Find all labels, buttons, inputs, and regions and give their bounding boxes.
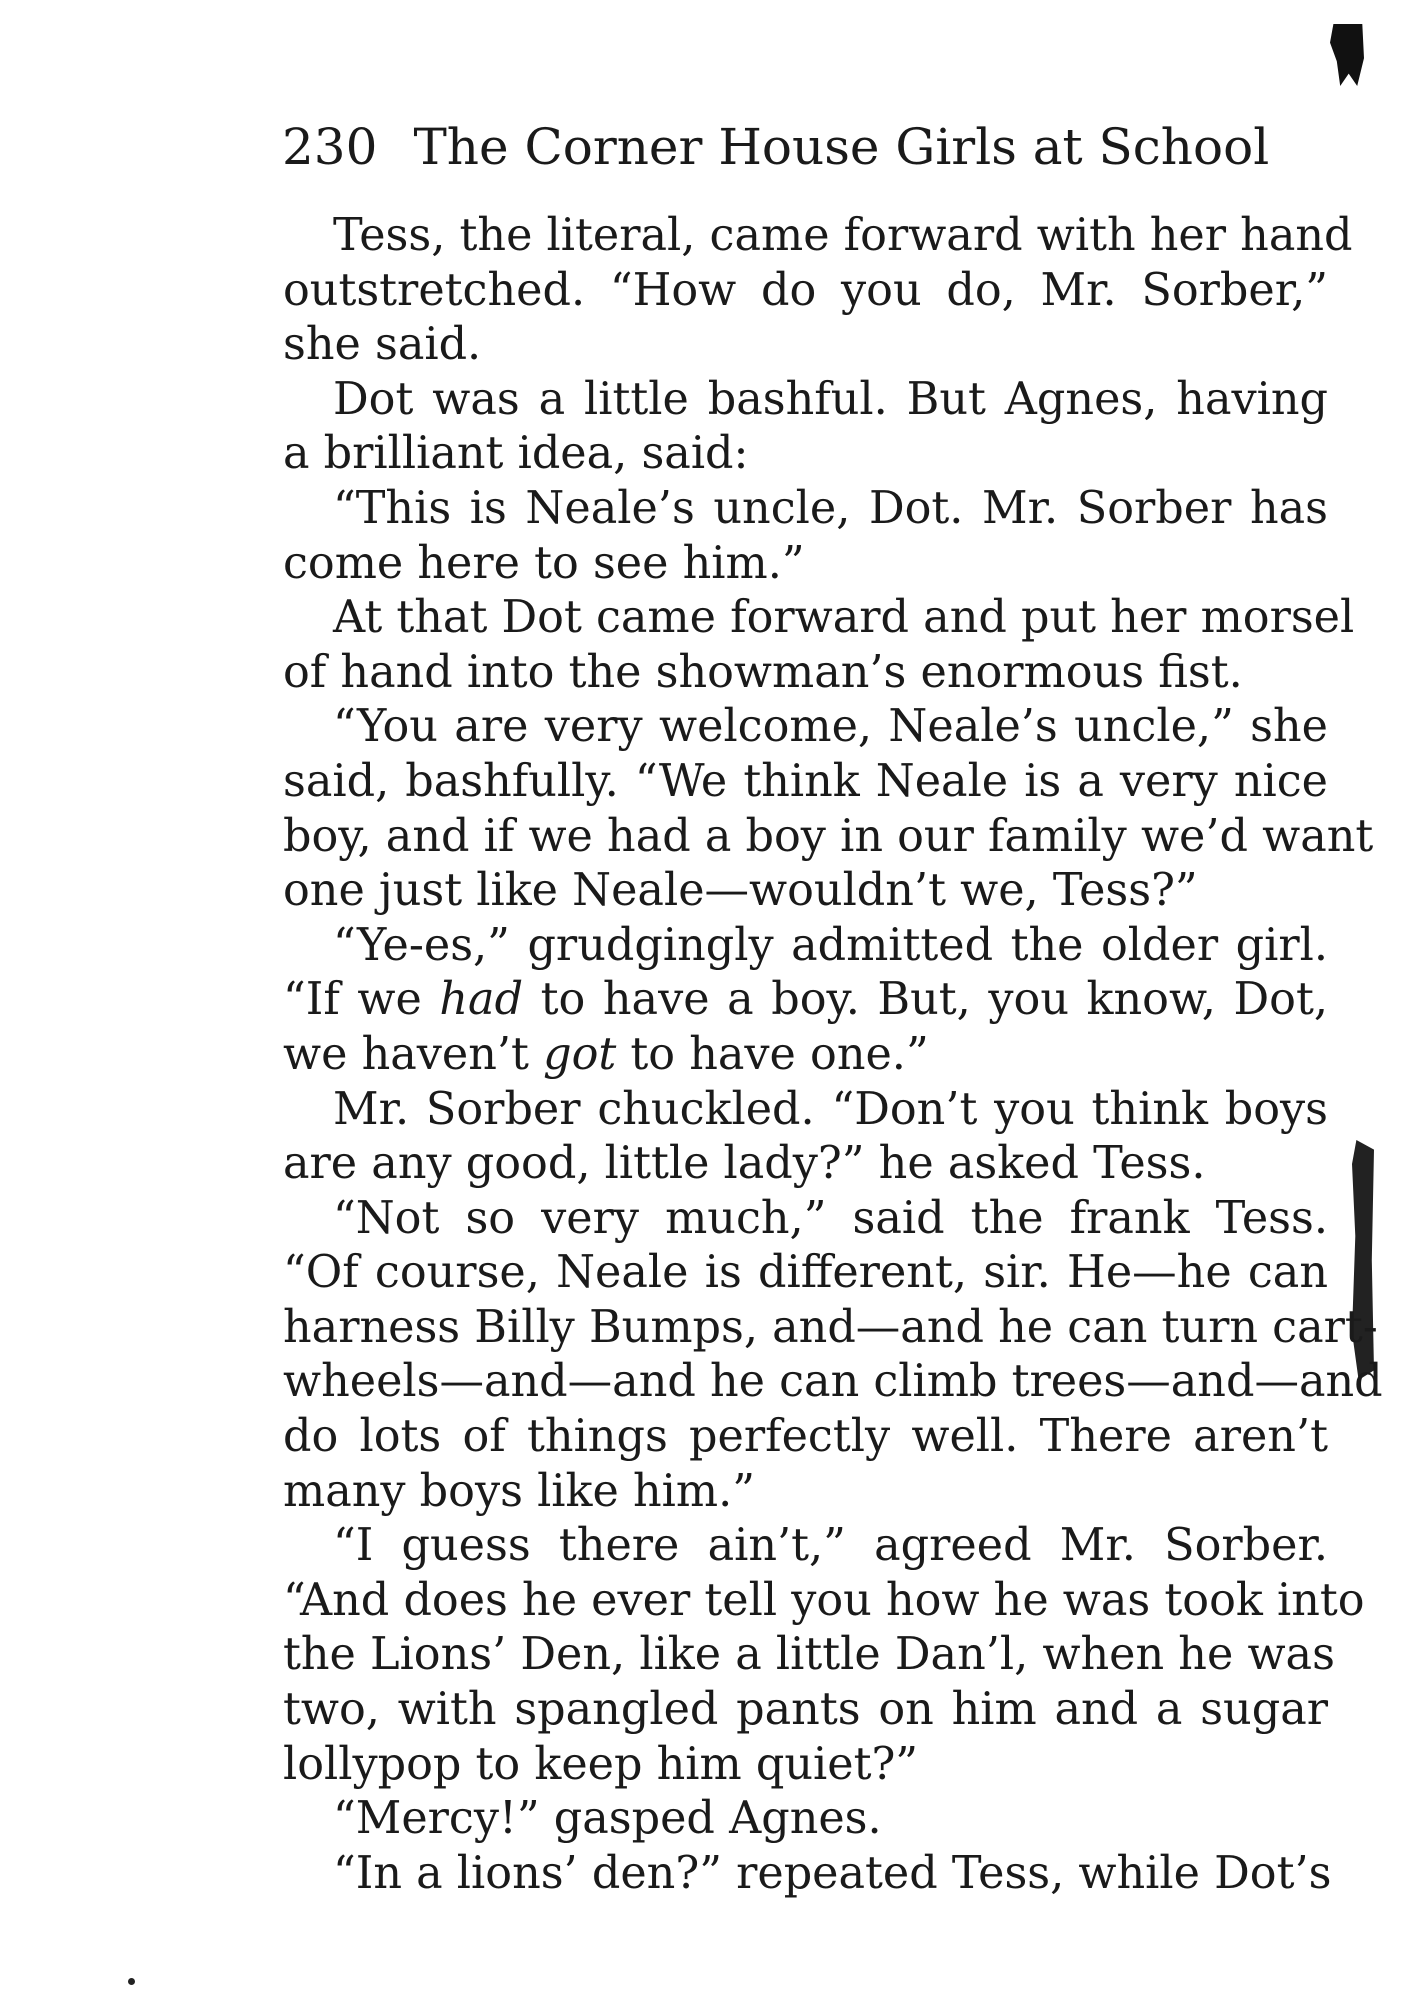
body-text	[283, 209, 1383, 1901]
text-run: “Not so very much,” said the frank Tess.	[333, 1192, 1328, 1244]
text-line	[283, 1028, 1328, 1083]
text-run: outstretched. “How do you do, Mr. Sorber,”	[283, 264, 1328, 316]
text-run: the Lions’ Den, like a little Dan’l, when he was	[283, 1629, 1335, 1681]
text-line	[283, 591, 1355, 646]
running-head	[282, 112, 1270, 182]
text-run: two, with spangled pants on him and a sugar	[283, 1684, 1328, 1736]
text-run: wheels—and—and he can climb trees—and—and	[283, 1356, 1383, 1408]
text-run: Tess, the literal, came forward with her hand	[333, 210, 1353, 261]
text-line	[283, 1519, 1328, 1574]
text-run: “Of course, Neale is different, sir. He—he can	[283, 1247, 1328, 1299]
text-run: Dot was a little bashful. But Agnes, having	[333, 373, 1328, 425]
text-line	[283, 1355, 1383, 1410]
text-line	[283, 1410, 1328, 1465]
text-run: are any good, little lady?” he asked Tess.	[283, 1138, 1206, 1190]
italic-word: had	[439, 974, 524, 1026]
text-run: lollypop to keep him quiet?”	[283, 1738, 919, 1790]
page-number: 230	[282, 118, 378, 176]
text-line	[283, 373, 1328, 428]
text-line	[283, 1574, 1365, 1629]
text-run: “And does he ever tell you how he was took into	[283, 1574, 1365, 1626]
text-line	[283, 482, 1328, 537]
text-run: a brilliant idea, said:	[283, 428, 749, 480]
text-run: she said.	[283, 319, 482, 371]
text-run: “I guess there ain’t,” agreed Mr. Sorber.	[333, 1520, 1328, 1572]
text-line	[283, 919, 1328, 974]
text-line	[283, 1246, 1328, 1301]
text-line	[283, 1792, 1328, 1847]
text-run: to have one.”	[616, 1028, 929, 1080]
text-run: many boys like him.”	[283, 1465, 755, 1517]
text-run: harness Billy Bumps, and—and he can turn cart-	[283, 1301, 1378, 1353]
text-line	[283, 1137, 1328, 1192]
text-line	[283, 1083, 1328, 1138]
text-line	[283, 427, 1328, 482]
text-run: “Mercy!” gasped Agnes.	[333, 1793, 882, 1845]
text-run: Mr. Sorber chuckled. “Don’t you think boys	[333, 1083, 1328, 1135]
text-run: “This is Neale’s uncle, Dot. Mr. Sorber has	[333, 482, 1328, 534]
text-line	[283, 264, 1328, 319]
text-run: “In a lions’ den?” repeated Tess, while Dot’s	[333, 1847, 1332, 1899]
text-run: “You are very welcome, Neale’s uncle,” she	[333, 701, 1328, 753]
text-line	[283, 810, 1374, 865]
text-line	[283, 1301, 1378, 1356]
text-line	[283, 700, 1328, 755]
text-line	[283, 1192, 1328, 1247]
text-line	[283, 1628, 1335, 1683]
text-run: of hand into the showman’s enormous fist.	[283, 646, 1243, 698]
text-run: “Ye-es,” grudgingly admitted the older girl.	[333, 919, 1328, 971]
text-line	[283, 537, 1328, 592]
text-line	[283, 1465, 1328, 1520]
text-run: we haven’t	[283, 1028, 544, 1080]
text-run: come here to see him.”	[283, 537, 805, 589]
text-line	[283, 646, 1328, 701]
text-line	[283, 755, 1328, 810]
book-title: The Corner House Girls at School	[413, 118, 1270, 176]
text-run: boy, and if we had a boy in our family we’d want	[283, 810, 1374, 862]
text-line	[283, 1847, 1332, 1902]
text-line	[283, 973, 1328, 1028]
text-run: “If we	[283, 974, 440, 1026]
text-run: said, bashfully. “We think Neale is a very nice	[283, 755, 1328, 807]
text-line	[283, 209, 1353, 264]
text-line	[283, 1738, 1328, 1793]
ink-speck	[128, 1978, 135, 1985]
text-line	[283, 864, 1328, 919]
text-run: do lots of things perfectly well. There aren’t	[283, 1411, 1328, 1463]
italic-word: got	[543, 1028, 617, 1080]
ink-blot-mark	[1330, 24, 1364, 86]
text-run: At that Dot came forward and put her morsel	[333, 592, 1355, 644]
text-run: to have a boy. But, you know, Dot,	[523, 974, 1328, 1026]
text-line	[283, 1683, 1328, 1738]
text-line	[283, 318, 1328, 373]
text-run: one just like Neale—wouldn’t we, Tess?”	[283, 865, 1198, 917]
